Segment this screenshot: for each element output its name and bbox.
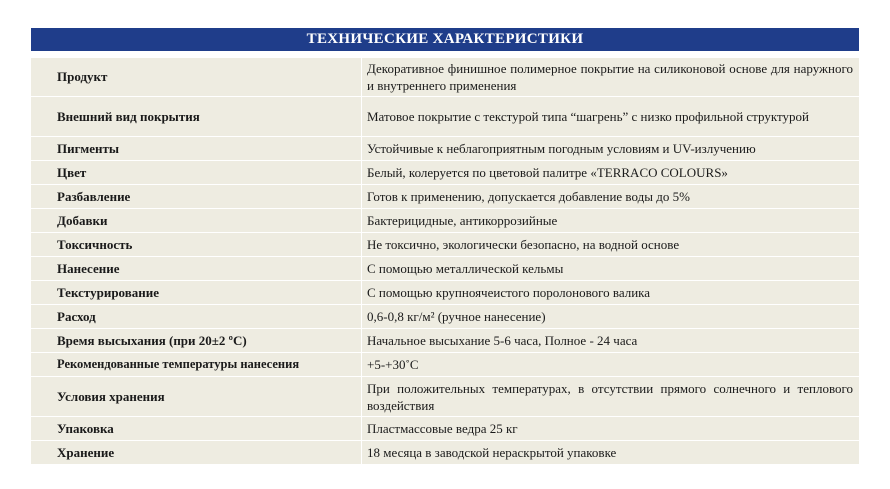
row-label: Рекомендованные температуры нанесения xyxy=(31,353,362,376)
table-row xyxy=(31,417,859,441)
row-label: Пигменты xyxy=(31,137,362,160)
row-label: Время высыхания (при 20±2 ºС) xyxy=(31,329,362,352)
table-row xyxy=(31,281,859,305)
row-value: 18 месяца в заводской нераскрытой упаковке xyxy=(367,445,617,460)
table-row xyxy=(31,209,859,233)
row-label: Текстурирование xyxy=(31,281,362,304)
table-row xyxy=(31,97,859,137)
specs-table xyxy=(31,58,859,465)
table-row xyxy=(31,353,859,377)
row-value: +5-+30˚С xyxy=(367,357,419,372)
row-label: Токсичность xyxy=(31,233,362,256)
table-row xyxy=(31,377,859,417)
row-label: Нанесение xyxy=(31,257,362,280)
table-row xyxy=(31,441,859,465)
row-label: Условия хранения xyxy=(31,377,362,416)
row-value: Готов к применению, допускается добавление воды до 5% xyxy=(367,189,690,204)
table-row xyxy=(31,161,859,185)
table-row xyxy=(31,305,859,329)
row-label: Хранение xyxy=(31,441,362,464)
row-value: С помощью металлической кельмы xyxy=(367,261,564,276)
table-row xyxy=(31,329,859,353)
row-value: Начальное высыхание 5-6 часа, Полное - 24 часа xyxy=(367,333,638,348)
row-label: Расход xyxy=(31,305,362,328)
row-value: Декоративное финишное полимерное покрытие на силиконовой основе для наружного и внутреннего применения xyxy=(367,61,853,93)
row-value: Бактерицидные, антикоррозийные xyxy=(367,213,558,228)
table-row xyxy=(31,137,859,161)
table-row xyxy=(31,233,859,257)
row-value: Матовое покрытие с текстурой типа “шагрень” с низко профильной структурой xyxy=(367,109,809,124)
row-label: Упаковка xyxy=(31,417,362,440)
row-value: Не токсично, экологически безопасно, на водной основе xyxy=(367,237,680,252)
table-row xyxy=(31,185,859,209)
row-value: При положительных температурах, в отсутствии прямого солнечного и теплового воздействия xyxy=(367,380,853,413)
row-value: 0,6-0,8 кг/м² (ручное нанесение) xyxy=(367,309,546,324)
row-label: Разбавление xyxy=(31,185,362,208)
row-label: Внешний вид покрытия xyxy=(31,97,362,136)
table-row xyxy=(31,58,859,97)
row-value: Белый, колеруется по цветовой палитре «TERRACO COLOURS» xyxy=(367,165,728,180)
row-label: Цвет xyxy=(31,161,362,184)
row-label: Продукт xyxy=(31,58,362,96)
row-value: С помощью крупноячеистого поролонового валика xyxy=(367,285,651,300)
row-value: Устойчивые к неблагоприятным погодным условиям и UV-излучению xyxy=(367,141,756,156)
row-value: Пластмассовые ведра 25 кг xyxy=(367,421,518,436)
row-label: Добавки xyxy=(31,209,362,232)
table-title: ТЕХНИЧЕСКИЕ ХАРАКТЕРИСТИКИ xyxy=(31,28,859,51)
table-row xyxy=(31,257,859,281)
